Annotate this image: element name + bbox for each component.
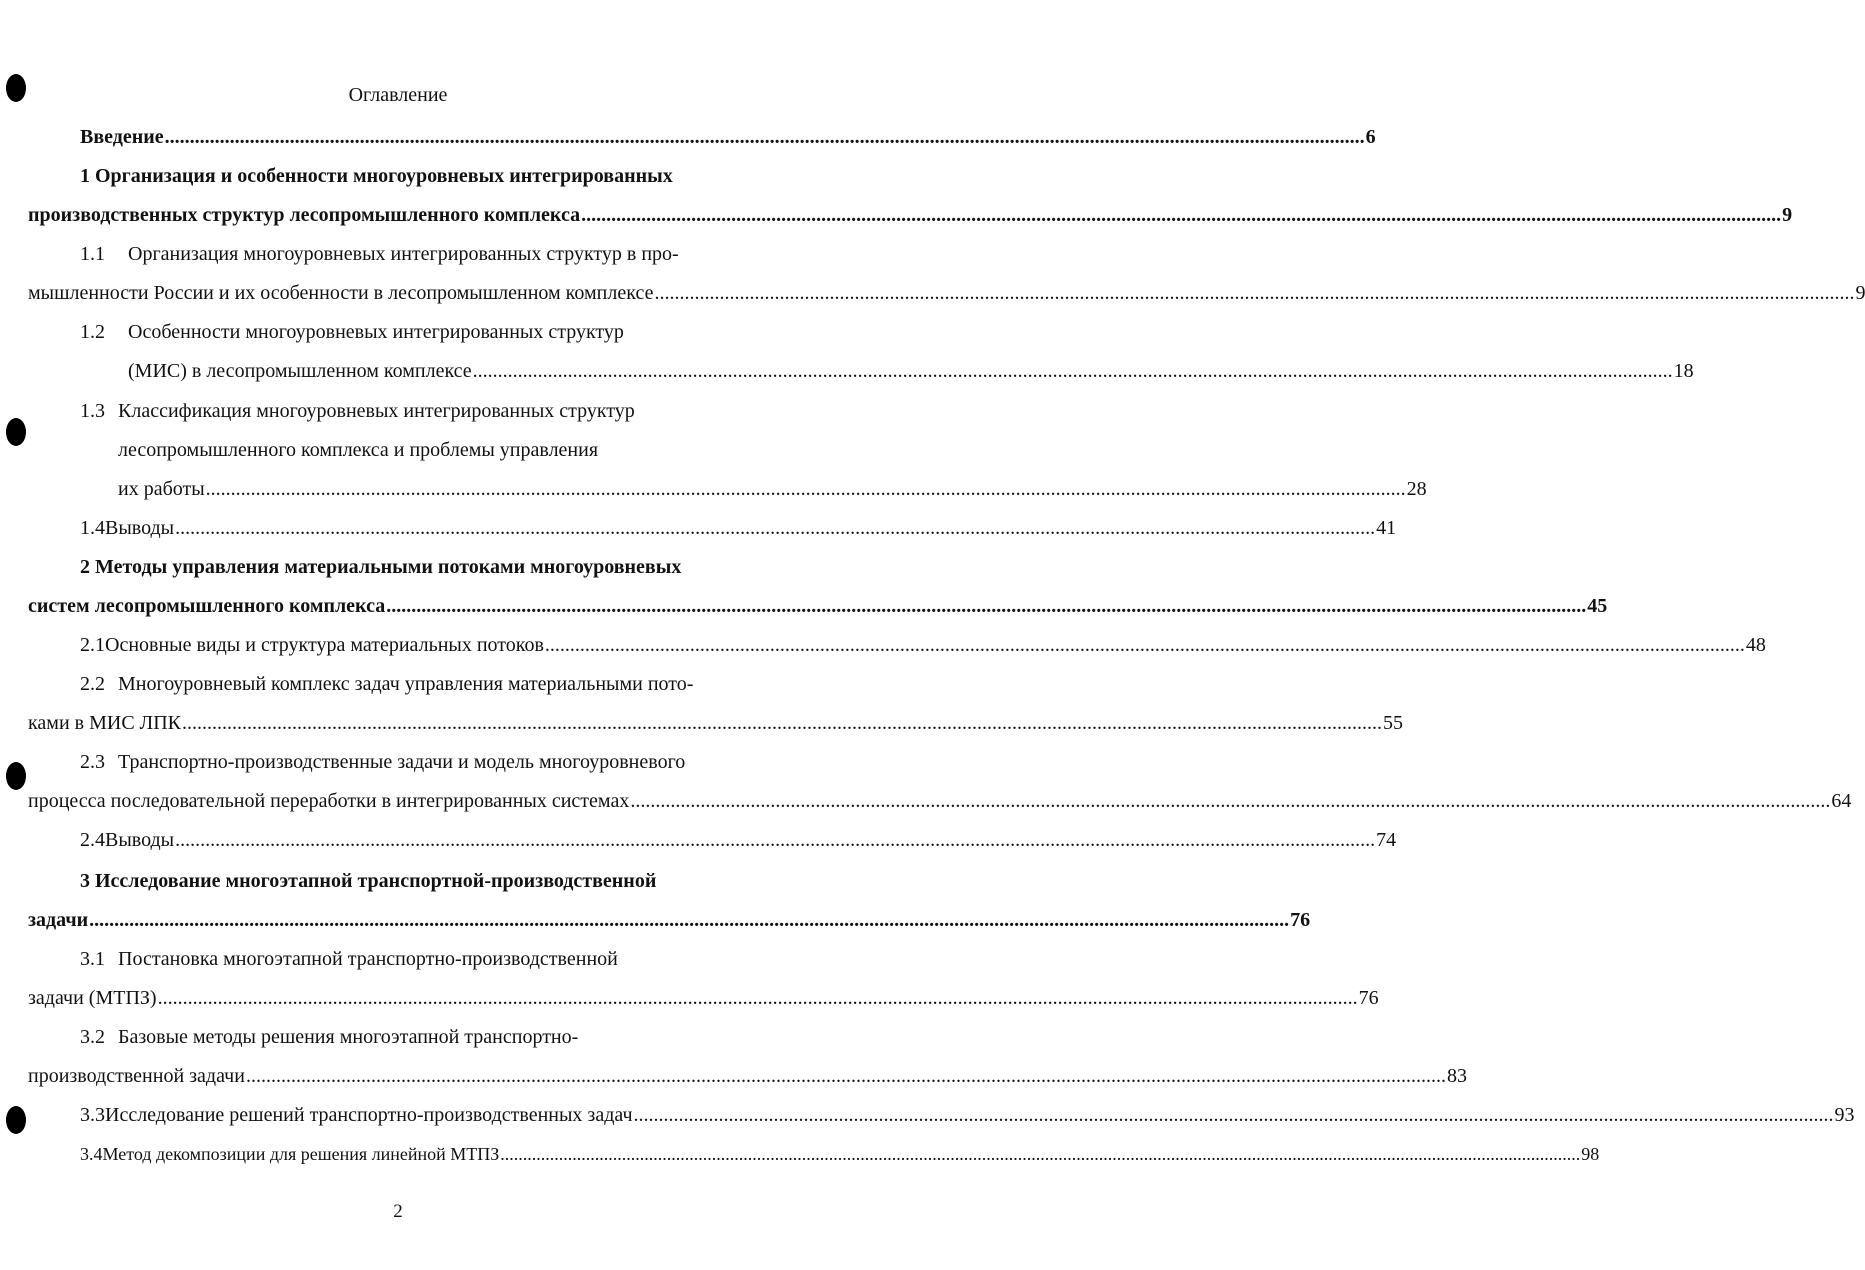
toc-section-2-2[interactable]	[28, 708, 1404, 738]
toc-chapter-3-line1[interactable]: 3 Исследование многоэтапной транспортной-производственной	[80, 870, 657, 892]
toc-entry-text: Транспортно-производственные задачи и модель многоуровневого	[118, 751, 686, 773]
toc-entry-intro[interactable]	[80, 122, 1376, 152]
toc-leader-dots	[545, 630, 1745, 660]
toc-entry-page: 74	[1376, 829, 1397, 851]
toc-entry-text: (МИС) в лесопромышленном комплексе	[128, 360, 472, 382]
toc-leader-dots	[158, 983, 1358, 1013]
toc-section-3-2-line1[interactable]	[80, 1022, 578, 1052]
toc-section-number: 1.3	[80, 400, 105, 422]
toc-leader-dots	[175, 825, 1375, 855]
toc-entry-page: 64	[1831, 790, 1852, 812]
toc-section-number: 2.4	[80, 829, 105, 851]
toc-entry-text: Многоуровневый комплекс задач управления материальными пото-	[118, 673, 694, 695]
toc-entry-text: процесса последовательной переработки в интегрированных системах	[28, 790, 630, 812]
toc-entry-text: ками в МИС ЛПК	[28, 712, 182, 734]
toc-entry-text: Введение	[80, 126, 164, 148]
toc-entry-text: Метод декомпозиции для решения линейной МТПЗ	[102, 1144, 500, 1164]
toc-section-1-4[interactable]	[80, 513, 1397, 543]
toc-entry-text: систем лесопромышленного комплекса	[28, 595, 386, 617]
toc-section-1-2-line1[interactable]	[80, 317, 624, 347]
toc-entry-text: Постановка многоэтапной транспортно-производственной	[118, 948, 618, 970]
toc-entry-text: производственной задачи	[28, 1065, 245, 1087]
toc-entry-text: Базовые методы решения многоэтапной транспортно-	[118, 1026, 579, 1048]
toc-leader-dots	[246, 1061, 1446, 1091]
toc-section-3-3[interactable]	[80, 1100, 1855, 1130]
toc-section-number: 2.1	[80, 634, 105, 656]
toc-entry-text: задачи (МТПЗ)	[28, 987, 157, 1009]
toc-chapter-3[interactable]	[28, 905, 1311, 935]
toc-section-number: 1.1	[80, 243, 105, 265]
toc-section-number: 1.4	[80, 517, 105, 539]
toc-entry-text: Организация многоуровневых интегрированных структур в про-	[128, 243, 679, 265]
toc-entry-page: 76	[1358, 987, 1379, 1009]
toc-leader-dots	[165, 122, 1365, 152]
toc-section-1-1[interactable]	[28, 278, 1865, 308]
toc-section-2-4[interactable]	[80, 825, 1397, 855]
toc-chapter-2[interactable]	[28, 591, 1608, 621]
toc-entry-page: 76	[1290, 909, 1311, 931]
toc-section-1-3-line1[interactable]	[80, 396, 635, 426]
toc-leader-dots	[500, 1139, 1580, 1169]
toc-section-2-2-line1[interactable]	[80, 669, 693, 699]
toc-entry-text: Классификация многоуровневых интегрированных структур	[118, 400, 635, 422]
toc-section-3-1-line1[interactable]	[80, 944, 618, 974]
toc-section-1-3-line2[interactable]: лесопромышленного комплекса и проблемы управления	[118, 439, 599, 461]
toc-section-2-1[interactable]	[80, 630, 1766, 660]
toc-title: Оглавление	[348, 84, 448, 106]
toc-entry-page: 93	[1834, 1104, 1855, 1126]
toc-entry-text: производственных структур лесопромышленного комплекса	[28, 204, 581, 226]
toc-entry-page: 98	[1581, 1144, 1600, 1164]
toc-section-number: 1.2	[80, 321, 105, 343]
binder-hole-2	[6, 418, 26, 446]
toc-entry-page: 83	[1446, 1065, 1467, 1087]
toc-leader-dots	[175, 513, 1375, 543]
toc-leader-dots	[473, 356, 1673, 386]
toc-section-2-3[interactable]	[28, 786, 1852, 816]
toc-section-3-1[interactable]	[28, 983, 1379, 1013]
toc-section-number: 3.3	[80, 1104, 105, 1126]
toc-leader-dots	[654, 278, 1854, 308]
toc-entry-text: мышленности России и их особенности в лесопромышленном комплексе	[28, 282, 654, 304]
toc-entry-text: Основные виды и структура материальных потоков	[105, 634, 544, 656]
toc-entry-text: их работы	[118, 478, 205, 500]
toc-leader-dots	[206, 474, 1406, 504]
toc-entry-text: Выводы	[105, 829, 175, 851]
toc-entry-page: 9	[1855, 282, 1865, 304]
toc-section-1-3[interactable]	[118, 474, 1427, 504]
toc-entry-page: 55	[1383, 712, 1404, 734]
toc-entry-text: Исследование решений транспортно-производственных задач	[105, 1104, 633, 1126]
toc-leader-dots	[630, 786, 1830, 816]
page-number: 2	[393, 1201, 403, 1222]
toc-leader-dots	[634, 1100, 1834, 1130]
toc-entry-text: Выводы	[105, 517, 175, 539]
toc-section-2-3-line1[interactable]	[80, 747, 685, 777]
toc-entry-text: задачи	[28, 909, 89, 931]
toc-chapter-1[interactable]	[28, 200, 1793, 230]
toc-section-1-1-line1[interactable]	[80, 239, 679, 269]
toc-entry-page: 18	[1673, 360, 1694, 382]
toc-section-number: 3.1	[80, 948, 105, 970]
toc-section-1-2[interactable]	[128, 356, 1694, 386]
toc-leader-dots	[182, 708, 1382, 738]
toc-chapter-1-line1[interactable]: 1 Организация и особенности многоуровневых интегрированных	[80, 165, 673, 187]
toc-section-number: 3.4	[80, 1144, 103, 1164]
toc-entry-page: 28	[1406, 478, 1427, 500]
toc-leader-dots	[89, 905, 1289, 935]
toc-chapter-2-line1[interactable]: 2 Методы управления материальными потоками многоуровневых	[80, 556, 682, 578]
toc-section-3-4[interactable]	[80, 1139, 1600, 1169]
toc-entry-page: 9	[1782, 204, 1793, 226]
toc-entry-text: Особенности многоуровневых интегрированных структур	[128, 321, 624, 343]
toc-entry-page: 41	[1376, 517, 1397, 539]
toc-leader-dots	[581, 200, 1781, 230]
binder-hole-3	[6, 762, 26, 790]
toc-section-number: 3.2	[80, 1026, 105, 1048]
toc-section-number: 2.3	[80, 751, 105, 773]
toc-entry-page: 6	[1365, 126, 1376, 148]
toc-entry-page: 45	[1587, 595, 1608, 617]
toc-entry-page: 48	[1745, 634, 1766, 656]
toc-leader-dots	[386, 591, 1586, 621]
binder-hole-4	[6, 1106, 26, 1134]
toc-section-3-2[interactable]	[28, 1061, 1467, 1091]
toc-section-number: 2.2	[80, 673, 105, 695]
